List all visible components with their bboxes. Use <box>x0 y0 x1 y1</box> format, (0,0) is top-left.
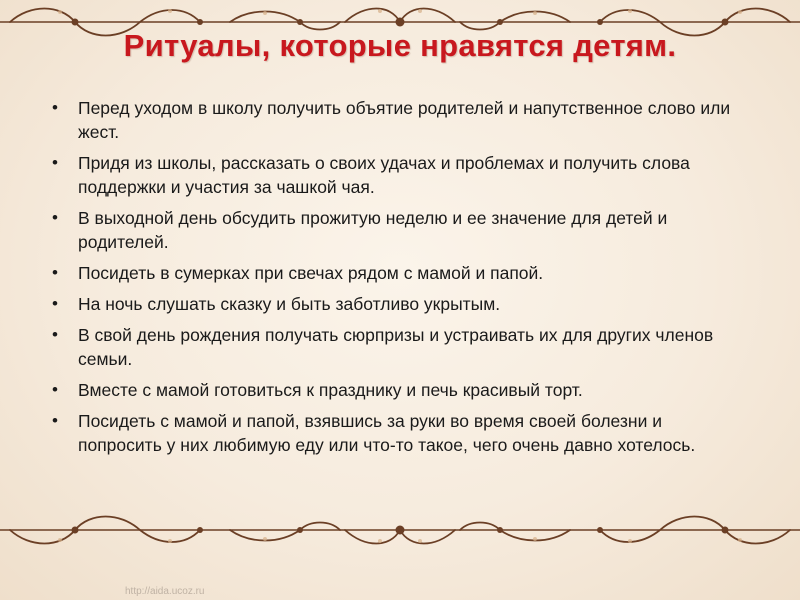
bullet-icon: • <box>52 325 58 344</box>
bullet-text: В свой день рождения получать сюрпризы и устраивать их для других членов семьи. <box>78 325 714 369</box>
bullet-icon: • <box>52 98 58 117</box>
bottom-ornament-border <box>0 510 800 550</box>
bullet-item <box>50 261 750 285</box>
bullet-item <box>50 96 750 144</box>
bullet-item <box>50 409 750 457</box>
bullet-icon: • <box>52 380 58 399</box>
bullet-list <box>50 96 750 464</box>
bullet-icon: • <box>52 263 58 282</box>
bullet-icon: • <box>52 294 58 313</box>
bullet-text: Посидеть в сумерках при свечах рядом с мамой и папой. <box>78 263 544 283</box>
bullet-icon: • <box>52 208 58 227</box>
bullet-icon: • <box>52 411 58 430</box>
bullet-text: На ночь слушать сказку и быть заботливо укрытым. <box>78 294 501 314</box>
bullet-item <box>50 378 750 402</box>
bullet-item <box>50 151 750 199</box>
watermark-url: http://aida.ucoz.ru <box>125 586 205 597</box>
bullet-icon: • <box>52 153 58 172</box>
bullet-text: Вместе с мамой готовиться к празднику и печь красивый торт. <box>78 380 583 400</box>
bullet-text: В выходной день обсудить прожитую неделю и ее значение для детей и родителей. <box>78 208 668 252</box>
bullet-text: Перед уходом в школу получить объятие родителей и напутственное слово или жест. <box>78 98 731 142</box>
bullet-item <box>50 292 750 316</box>
bullet-item <box>50 206 750 254</box>
bullet-text: Посидеть с мамой и папой, взявшись за руки во время своей болезни и попросить у них любимую еду или что-то такое, чего очень давно хотелось. <box>78 411 696 455</box>
slide-title: Ритуалы, которые нравятся детям. <box>123 28 677 63</box>
bullet-item <box>50 323 750 371</box>
bullet-text: Придя из школы, рассказать о своих удачах и проблемах и получить слова поддержки и участия за чашкой чая. <box>78 153 690 197</box>
